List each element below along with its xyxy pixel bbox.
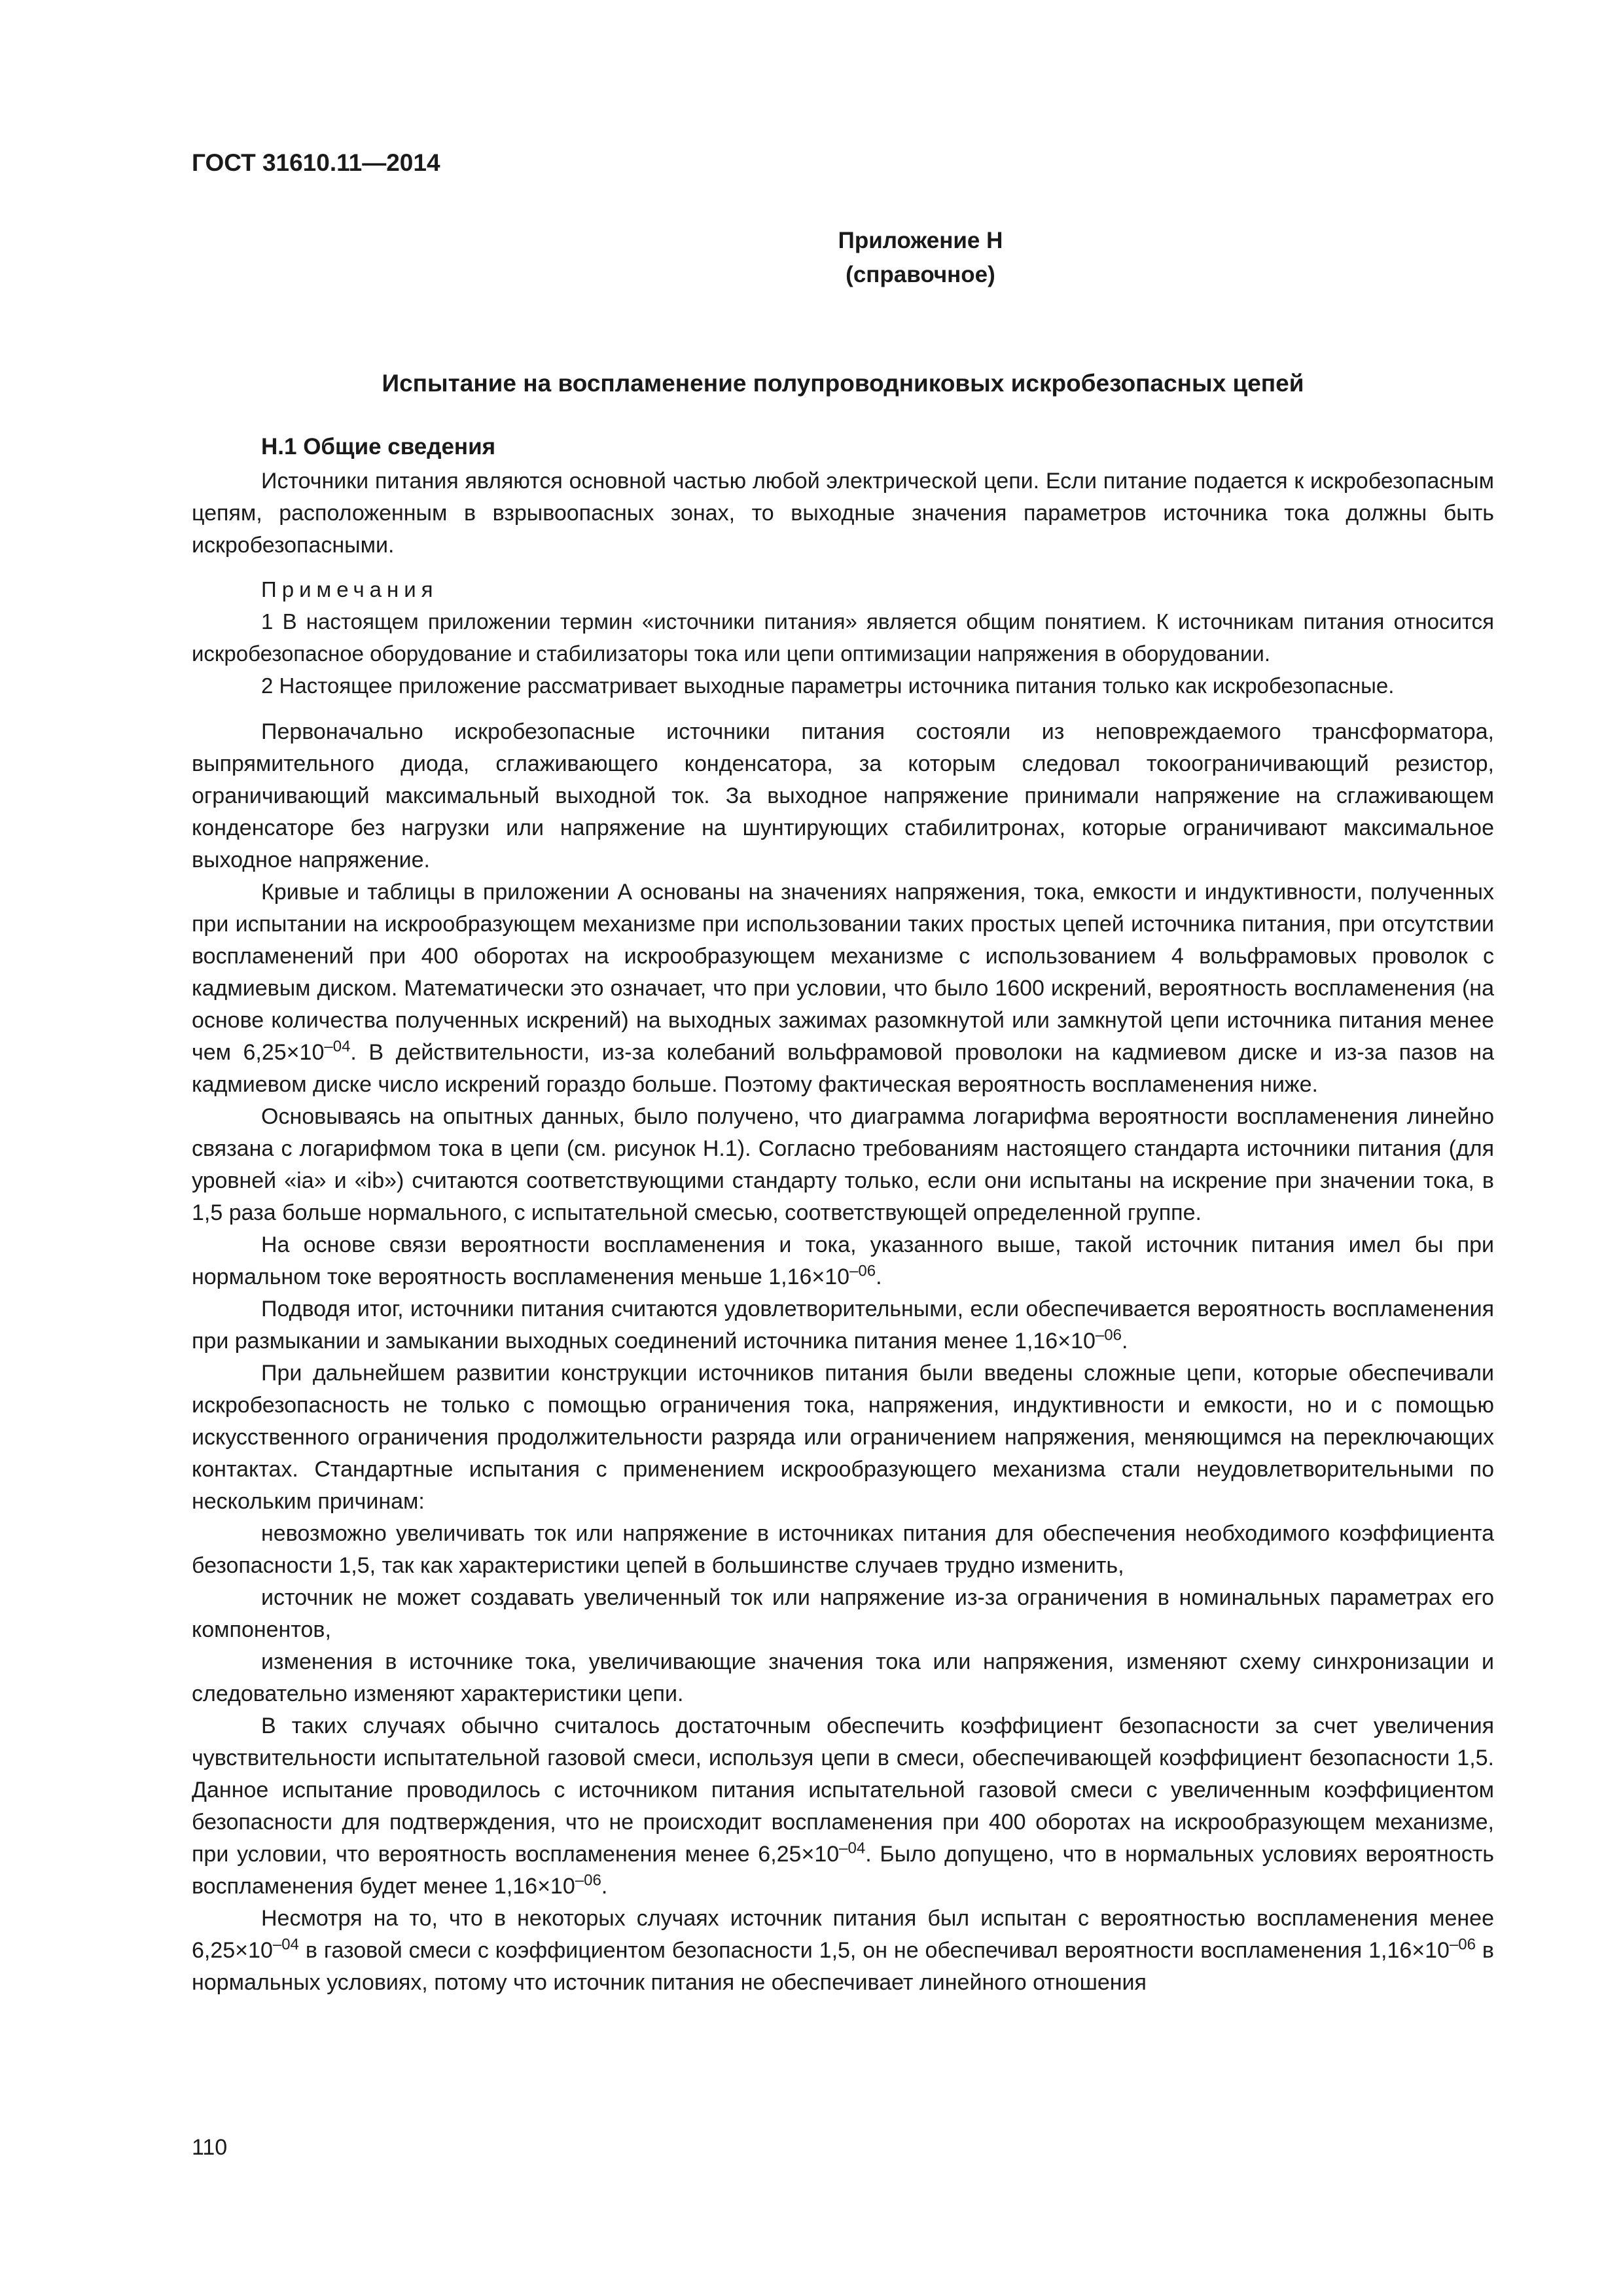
text-run: в газовой смеси с коэффициентом безопасности 1,5, он не обеспечивал вероятности воспламенения 1,16×10 bbox=[298, 1938, 1450, 1963]
paragraph: При дальнейшем развитии конструкции источников питания были введены сложные цепи, которые обеспечивали искробезопасность не только с помощью ограничения тока, напряжения, индуктивности и емкости, но и с помощью искусственного ограничения продолжительности разряда или ограничением напряжения, меняющимся на переключающих контактах. Стандартные испытания с применением искрообразующего механизма стали неудовлетворительными по нескольким причинам: bbox=[192, 1361, 1494, 1514]
exponent: –06 bbox=[575, 1871, 601, 1890]
exponent: –04 bbox=[272, 1935, 299, 1954]
note-2: 2 Настоящее приложение рассматривает выходные параметры источника питания только как искробезопасные. bbox=[261, 673, 1395, 698]
paragraph bbox=[192, 1903, 1494, 1999]
text-run: . В действительности, из-за колебаний вольфрамовой проволоки на кадмиевом диске и из-за пазов на кадмиевом диске число искрений гораздо больше. Поэтому фактическая вероятность воспламенения ниже. bbox=[192, 1040, 1494, 1097]
text-run: В таких случаях обычно считалось достаточным обеспечить коэффициент безопасности за счет увеличения чувствительности испытательной газовой смеси, используя цепи в смеси, обеспечивающей коэффициент безопасности 1,5. Данное испытание проводилось с источником питания испытательной газовой смеси с увеличенным коэффициентом безопасности для подтверждения, что не происходит воспламенения при 400 оборотах на искрообразующем механизме, при условии, что вероятность воспламенения менее 6,25×10 bbox=[192, 1713, 1494, 1867]
list-item: невозможно увеличивать ток или напряжение в источниках питания для обеспечения необходимого коэффициента безопасности 1,5, так как характеристики цепей в большинстве случаев трудно изменить, bbox=[192, 1521, 1494, 1578]
document-body bbox=[192, 431, 1494, 1999]
exponent: –06 bbox=[849, 1262, 876, 1280]
exponent: –04 bbox=[839, 1839, 866, 1857]
paragraph bbox=[192, 1710, 1494, 1903]
page-number: 110 bbox=[192, 2135, 228, 2160]
note-1: 1 В настоящем приложении термин «источники питания» является общим понятием. К источникам питания относится искробезопасное оборудование и стабилизаторы тока или цепи оптимизации напряжения в оборудовании. bbox=[192, 609, 1494, 666]
appendix-label: Приложение Н bbox=[838, 228, 1003, 253]
text-run: На основе связи вероятности воспламенения и тока, указанного выше, такой источник питания имел бы при нормальном токе вероятность воспламенения меньше 1,16×10 bbox=[192, 1232, 1494, 1289]
exponent: –06 bbox=[1095, 1326, 1122, 1344]
paragraph bbox=[192, 876, 1494, 1101]
text-run: Подводя итог, источники питания считаются удовлетворительными, если обеспечивается вероятность воспламенения при размыкании и замыкании выходных соединений источника питания менее 1,16×10 bbox=[192, 1297, 1494, 1354]
list-item: источник не может создавать увеличенный ток или напряжение из-за ограничения в номинальных параметрах его компонентов, bbox=[192, 1585, 1494, 1642]
text-run: в нормальных условиях, потому что источник питания не обеспечивает линейного отношения bbox=[192, 1938, 1494, 1995]
paragraph bbox=[192, 1293, 1494, 1357]
appendix-heading bbox=[192, 224, 1494, 292]
page-title: Испытание на воспламенение полупроводниковых искробезопасных цепей bbox=[382, 370, 1304, 397]
text-run: . bbox=[1121, 1329, 1128, 1354]
text-run: . bbox=[876, 1265, 882, 1289]
exponent: –04 bbox=[324, 1037, 351, 1056]
list-item: изменения в источнике тока, увеличивающие значения тока или напряжения, изменяют схему синхронизации и следовательно изменяют характеристики цепи. bbox=[192, 1649, 1494, 1706]
exponent: –06 bbox=[1449, 1935, 1476, 1954]
text-run: Несмотря на то, что в некоторых случаях источник питания был испытан с вероятностью воспламенения менее 6,25×10 bbox=[192, 1906, 1494, 1963]
section-heading: Н.1 Общие сведения bbox=[261, 434, 496, 459]
paragraph: Первоначально искробезопасные источники питания состояли из неповреждаемого трансформатора, выпрямительного диода, сглаживающего конденсатора, за которым следовал токоограничивающий резистор, ограничивающий максимальный выходной ток. За выходное напряжение принимали напряжение на сглаживающем конденсаторе без нагрузки или напряжение на шунтирующих стабилитронах, которые ограничивают максимальное выходное напряжение. bbox=[192, 719, 1494, 872]
standard-code: ГОСТ 31610.11—2014 bbox=[192, 149, 440, 176]
appendix-type: (справочное) bbox=[846, 262, 995, 287]
notes-label: Примечания bbox=[261, 577, 438, 601]
paragraph: Источники питания являются основной частью любой электрической цепи. Если питание подается к искробезопасным цепям, расположенным в взрывоопасных зонах, то выходные значения параметров источника тока должны быть искробезопасными. bbox=[192, 469, 1494, 558]
text-run: Кривые и таблицы в приложении А основаны на значениях напряжения, тока, емкости и индуктивности, полученных при испытании на искрообразующем механизме при использовании таких простых цепей источника питания, при отсутствии воспламенений при 400 оборотах на искрообразующем механизме с использованием 4 вольфрамовых проволок с кадмиевым диском. Математически это означает, что при условии, что было 1600 искрений, вероятность воспламенения (на основе количества полученных искрений) на выходных зажимах разомкнутой или замкнутой цепи источника питания менее чем 6,25×10 bbox=[192, 880, 1494, 1065]
text-run: . Было допущено, что в нормальных условиях вероятность воспламенения будет менее 1,16×10 bbox=[192, 1842, 1494, 1899]
text-run: . bbox=[601, 1874, 608, 1899]
paragraph bbox=[192, 1229, 1494, 1293]
paragraph: Основываясь на опытных данных, было получено, что диаграмма логарифма вероятности воспламенения линейно связана с логарифмом тока в цепи (см. рисунок Н.1). Согласно требованиям настоящего стандарта источники питания (для уровней «ia» и «ib») считаются соответствующими стандарту только, если они испытаны на искрение при значении тока, в 1,5 раза больше нормального, с испытательной смесью, соответствующей определенной группе. bbox=[192, 1104, 1494, 1225]
